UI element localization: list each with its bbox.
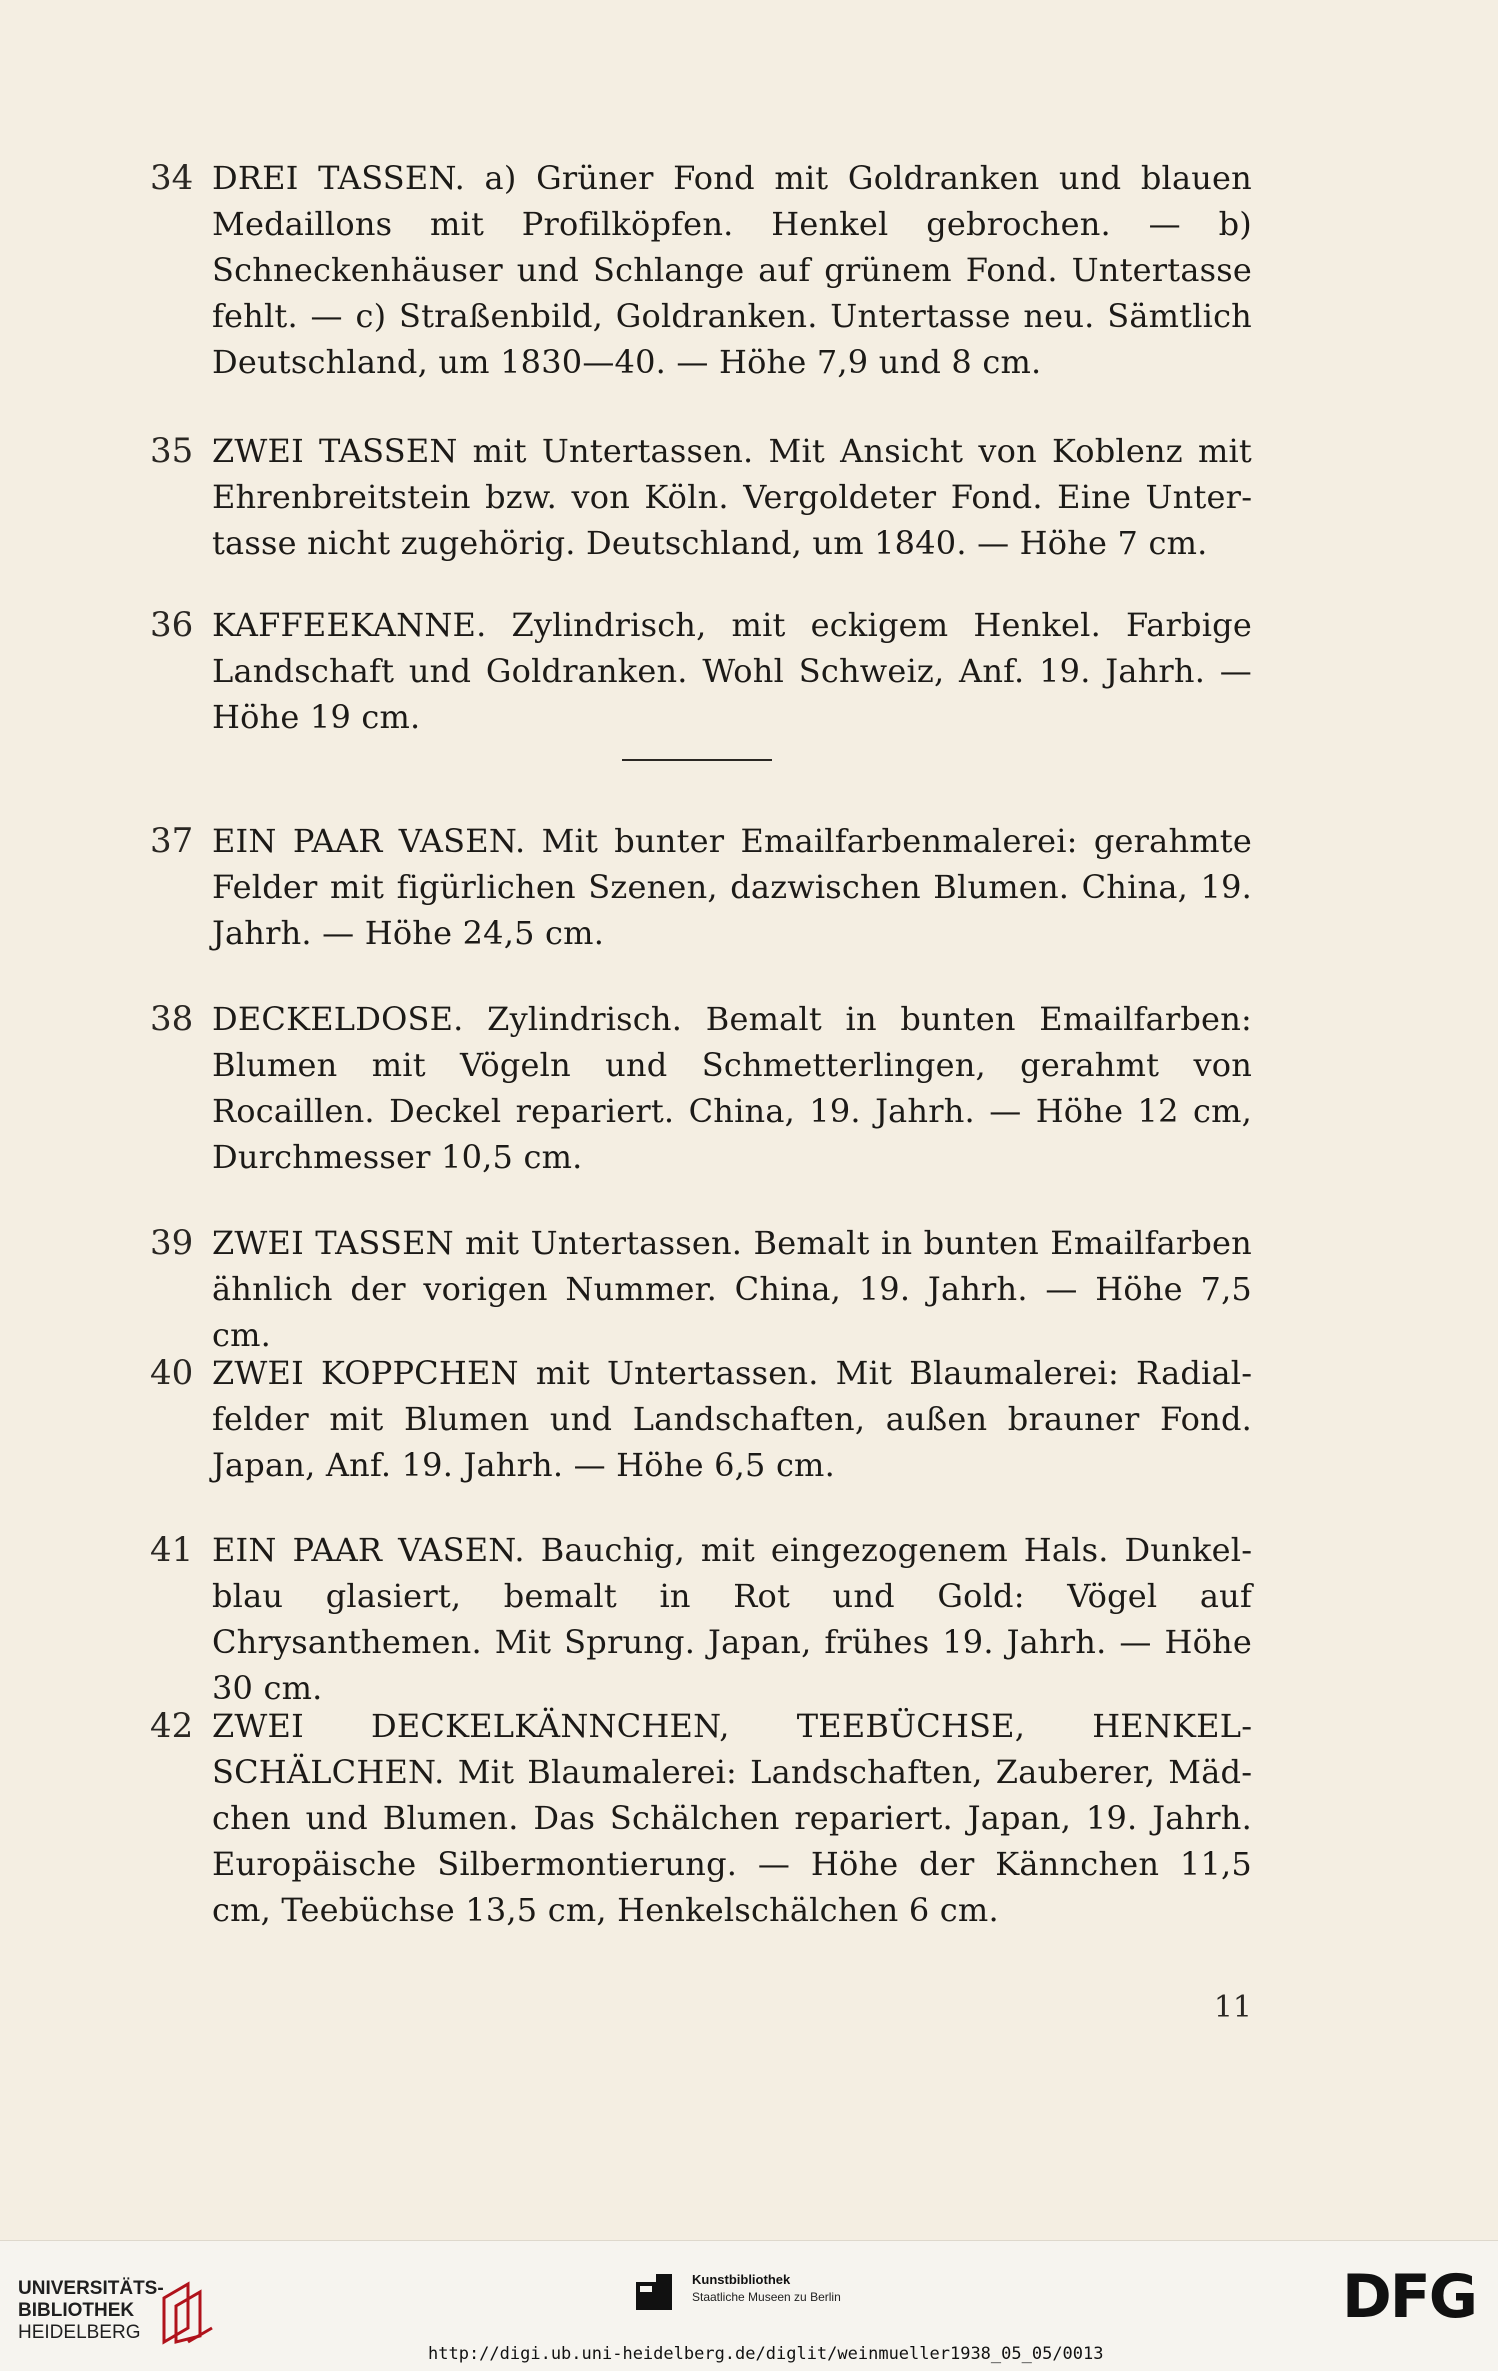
permalink-url[interactable]: http://digi.ub.uni-heidelberg.de/diglit/weinmueller1938_05_05/0013 <box>428 2344 1104 2364</box>
entry-number: 36 <box>150 605 194 645</box>
kunstbibliothek-name: Kunstbibliothek <box>692 2272 791 2287</box>
entry-number: 35 <box>150 431 194 471</box>
entry-description: EIN PAAR VASEN. Bauchig, mit eingezogenem Hals. Dunkelblau glasiert, bemalt in Rot und Gold: Vögel auf Chrysanthemen. Mit Sprung. Japan, frühes 19. Jahrh. — Höhe 30 cm. <box>212 1531 1252 1707</box>
library-name-line2: BIBLIOTHEK <box>18 2300 135 2321</box>
entry-number: 39 <box>150 1223 194 1263</box>
entry-description: ZWEI DECKELKÄNNCHEN, TEEBÜCHSE, HENKELSCHÄLCHEN. Mit Blaumalerei: Landschaften, Zauberer, Mädchen und Blumen. Das Schälchen repariert. Japan, 19. Jahrh. Europäische Silbermontierung. — Höhe der Kännchen 11,5 cm, Teebüchse 13,5 cm, Henkelschälchen 6 cm. <box>212 1707 1252 1929</box>
entry-number: 42 <box>150 1706 194 1746</box>
entry-number: 40 <box>150 1353 194 1393</box>
entry-number: 37 <box>150 821 194 861</box>
entry-description: EIN PAAR VASEN. Mit bunter Emailfarbenmalerei: gerahmte Felder mit figürlichen Szenen, dazwischen Blumen. China, 19. Jahrh. — Höhe 24,5 cm. <box>212 822 1252 952</box>
entry-description: ZWEI TASSEN mit Untertassen. Mit Ansicht von Koblenz mit Ehrenbreitstein bzw. von Köln. Vergoldeter Fond. Eine Untertasse nicht zugehörig. Deutschland, um 1840. — Höhe 7 cm. <box>212 432 1252 562</box>
library-name-line1: UNIVERSITÄTS- <box>18 2278 164 2299</box>
entry-number: 34 <box>150 158 194 198</box>
entry-number: 41 <box>150 1530 194 1570</box>
entry-description: KAFFEEKANNE. Zylindrisch, mit eckigem Henkel. Farbige Landschaft und Goldranken. Wohl Schweiz, Anf. 19. Jahrh. — Höhe 19 cm. <box>212 606 1252 736</box>
section-divider <box>622 759 772 761</box>
kunstbibliothek-subtitle: Staatliche Museen zu Berlin <box>692 2290 841 2304</box>
entry-description: DECKELDOSE. Zylindrisch. Bemalt in bunten Emailfarben: Blumen mit Vögeln und Schmetterlingen, gerahmt von Rocaillen. Deckel repariert. China, 19. Jahrh. — Höhe 12 cm, Durchmesser 10,5 cm. <box>212 1000 1252 1176</box>
library-emblem-icon <box>158 2280 218 2346</box>
page-number: 11 <box>1213 1990 1252 2025</box>
heidelberg-library-logo <box>18 2278 218 2348</box>
entry-description: ZWEI TASSEN mit Untertassen. Bemalt in bunten Emailfarben ähnlich der vorigen Nummer. China, 19. Jahrh. — Höhe 7,5 cm. <box>212 1224 1252 1354</box>
library-name-line3: HEIDELBERG <box>18 2322 141 2343</box>
kunstbibliothek-logo <box>636 2268 896 2318</box>
kunstbibliothek-emblem-icon <box>636 2274 672 2310</box>
entry-description: DREI TASSEN. a) Grüner Fond mit Goldranken und blauen Medaillons mit Profilköpfen. Henkel gebrochen. — b) Schneckenhäuser und Schlange auf grünem Fond. Untertasse fehlt. — c) Straßenbild, Goldranken. Untertasse neu. Sämtlich Deutschland, um 1830—40. — Höhe 7,9 und 8 cm. <box>212 159 1252 381</box>
dfg-logo: DFG <box>1341 2262 1476 2332</box>
entry-description: ZWEI KOPPCHEN mit Untertassen. Mit Blaumalerei: Radialfelder mit Blumen und Landschaften, außen brauner Fond. Japan, Anf. 19. Jahrh. — Höhe 6,5 cm. <box>212 1354 1252 1484</box>
entry-number: 38 <box>150 999 194 1039</box>
